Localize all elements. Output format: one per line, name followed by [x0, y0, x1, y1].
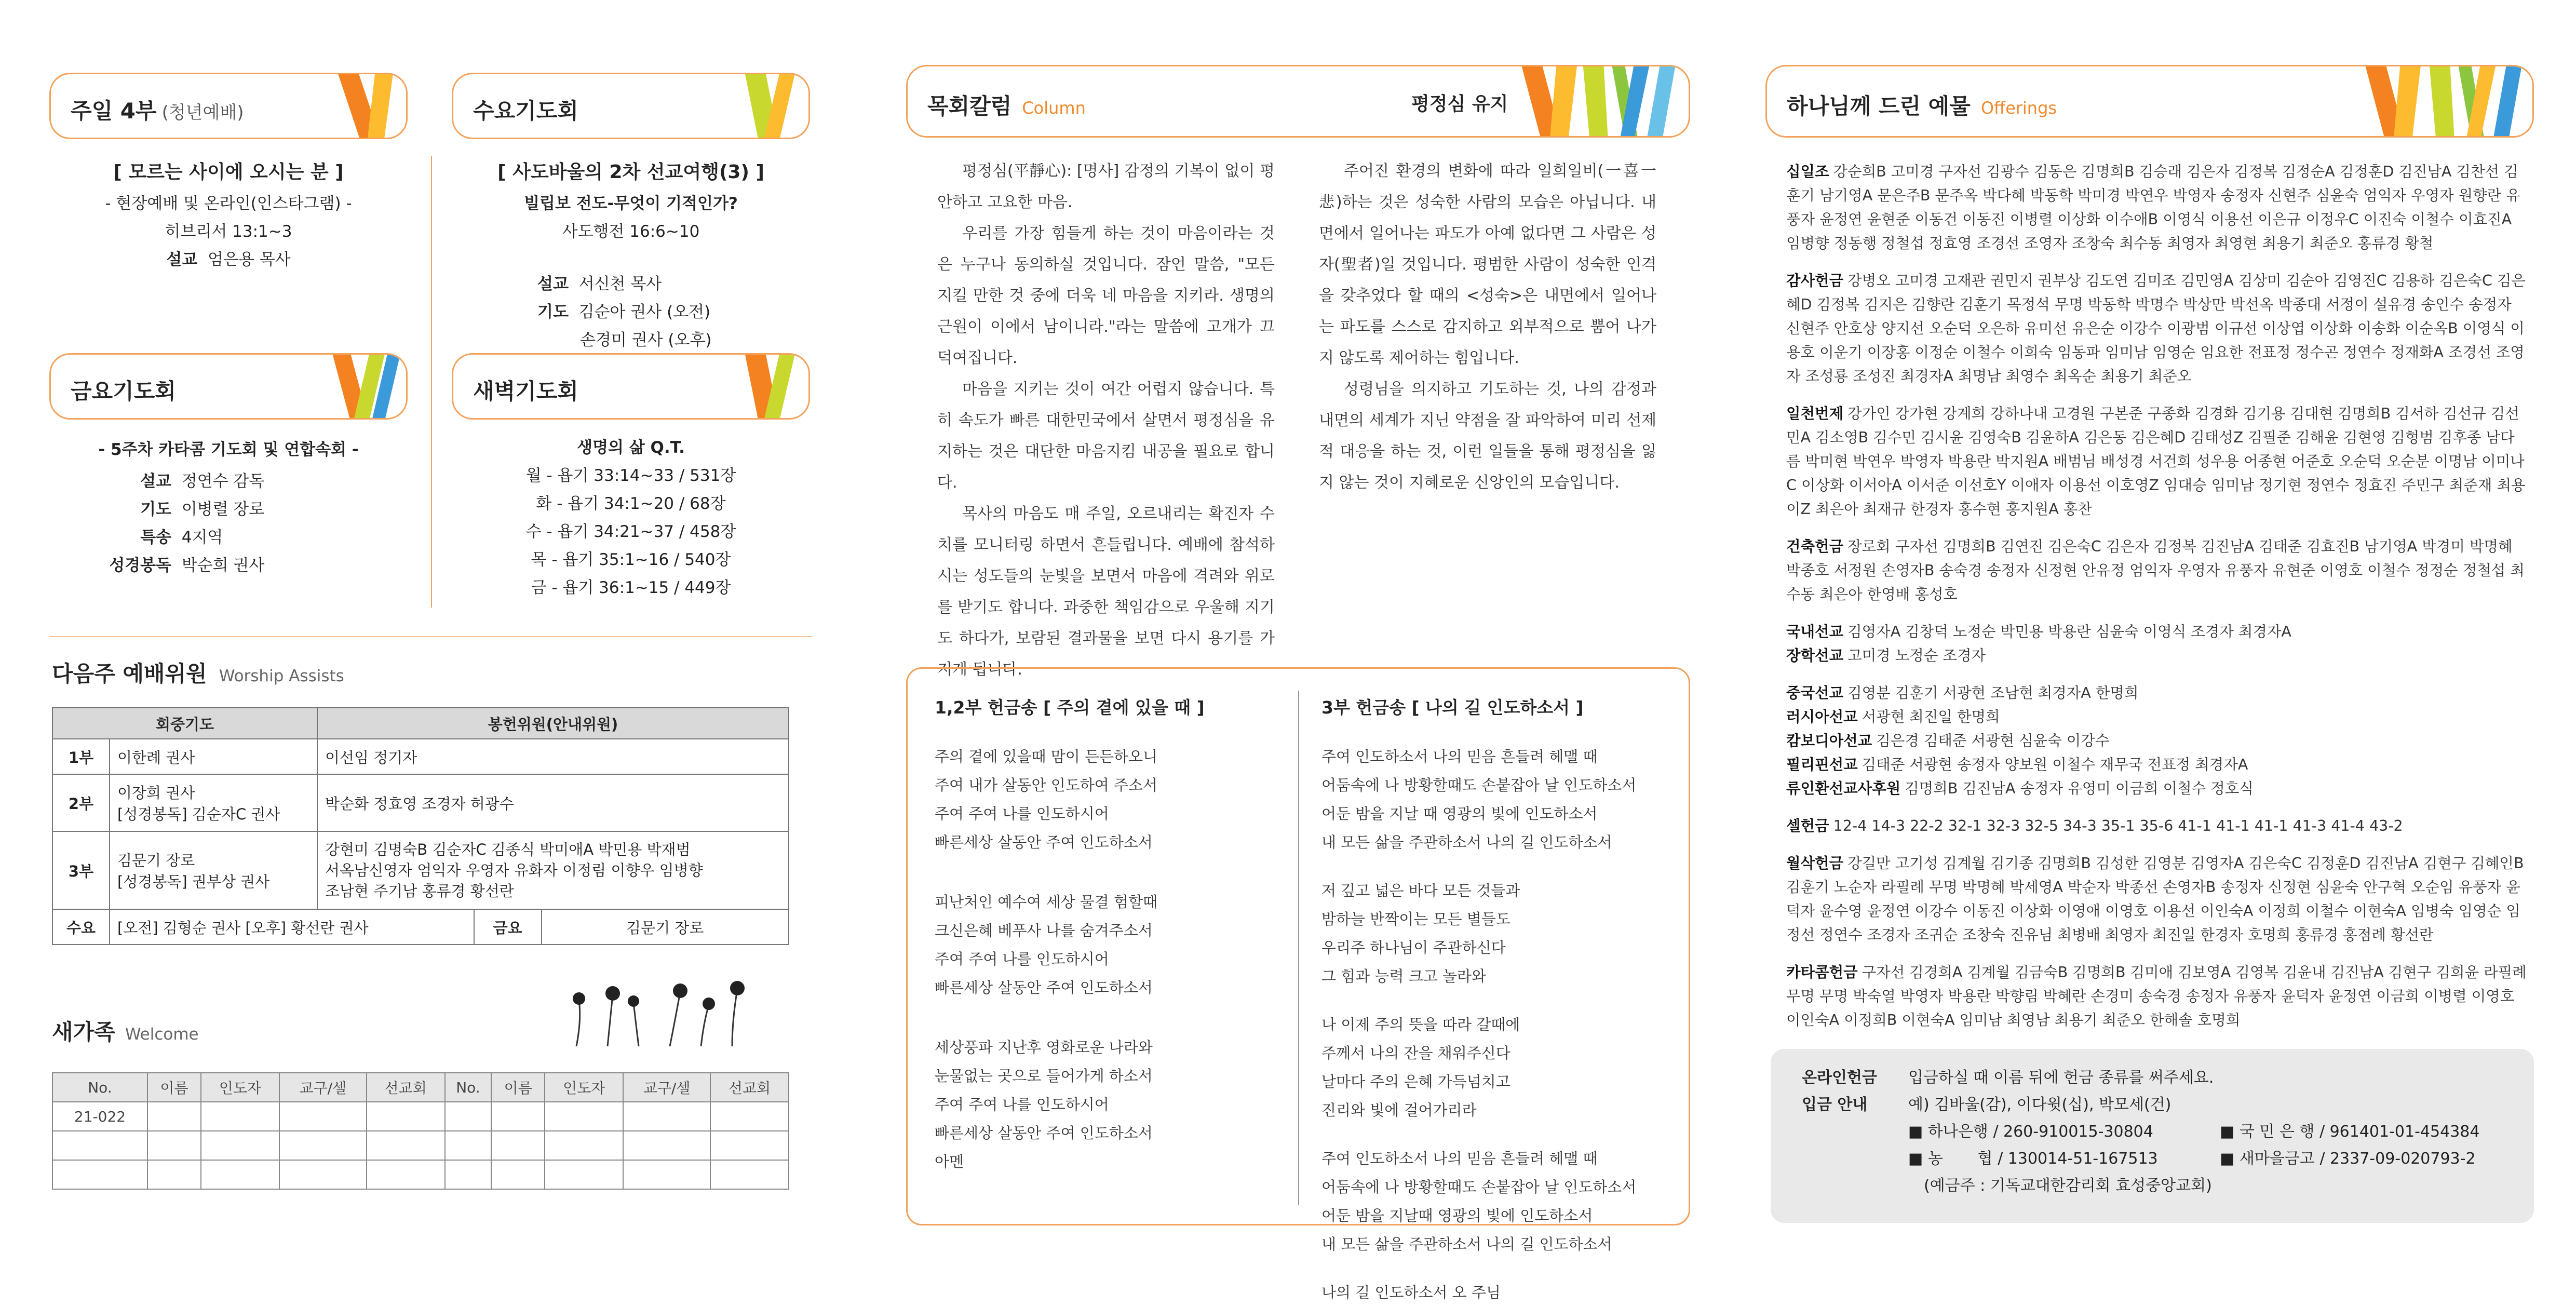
assists-row-key: 1부 — [52, 739, 110, 774]
wed-preacher: 서신천 목사 — [578, 275, 662, 293]
stripe-decoration-icon — [729, 353, 806, 420]
offering-names: 강길만 고기성 김계월 김기종 김명희B 김성한 김영분 김영자A 김은숙C 김정훈D 김진남A 김현구 김혜인B 김훈기 노순자 라필례 무명 박명혜 박세영A 박순자 박종선 손영자B 송정자 신정현 심윤숙 안구혁 오순임 유풍자 윤덕자 윤수영 윤정연 이강수 이동진 이상화 이영애 이영호 이용선 이인숙A 이정희 이철수 이현숙A 임병숙 임영순 임정선 정연수 조경자 조귀순 조창숙 진유님 최병배 최영자 최진일 한경자 호명희 홍류경 홍점례 황선란 — [1786, 855, 2524, 944]
offering-names: 장로회 구자선 김명희B 김연진 김은숙C 김은자 김정복 김진남A 김태준 김효진B 남기영A 박경미 박명혜 박종호 서정원 손영자B 송숙경 송정자 신정현 안유정 엄익자 우영자 유풍자 유현준 이영호 이철수 정정순 정철섭 최수동 최은아 한영배 홍성호 — [1786, 538, 2525, 603]
hymn2-line: 그 힘과 능력 크고 놀라와 — [1321, 967, 1487, 985]
hymn2-line: 주여 인도하소서 나의 믿음 흔들려 헤맬 때 — [1321, 1150, 1598, 1167]
assists-en: Worship Assists — [219, 667, 344, 685]
fri-row-value: 4지역 — [181, 528, 223, 547]
offering-names: 강병오 고미경 고재관 권민지 권부상 김도연 김미조 김민영A 김상미 김순아 김영진C 김용하 김은숙C 김은혜D 김정복 김지은 김향란 김훈기 목정석 무명 박동학 박명수 박상만 박선옥 박종대 서정이 설유경 송인수 송정자 신현주 안호상 양지선 오순덕 오은하 유미선 유은순 이강수 이광범 이규선 이상엽 이상화 이송화 이순옥B 이영식 이용호 이운기 이장홍 이정순 이철수 이희숙 임동파 임미남 임영순 임요한 전표정 정수곤 정연수 정재화A 조경선 조영자 조성룡 조성진 최경자A 최명남 최영수 최옥순 최용기 최준오 — [1786, 272, 2526, 385]
hymn2-line: 밤하늘 반짝이는 모든 별들도 — [1321, 910, 1510, 928]
section-divider — [49, 636, 813, 637]
bank-account: ■ 국 민 은 행 / 961401-01-454384 — [2220, 1123, 2480, 1141]
assists-cell: [성경봉독] 권부상 권사 — [117, 873, 270, 891]
column-en: Column — [1022, 98, 1086, 118]
divider-line — [1298, 691, 1299, 1205]
wed-header — [452, 73, 810, 139]
stripe-decoration-icon — [729, 73, 806, 139]
offering-type: 셀헌금 — [1786, 817, 1829, 834]
sun4-header — [49, 73, 408, 139]
dawn-header — [452, 353, 810, 420]
hymn2-line: 나의 길 인도하소서 오 주님 — [1321, 1284, 1501, 1301]
hymn2-line: 저 깊고 넓은 바다 모든 것들과 — [1321, 882, 1520, 899]
hymn1-line: 크신은혜 베푸사 나를 숨겨주소서 — [935, 922, 1153, 939]
hymn2-line: 날마다 주의 은혜 가득넘치고 — [1321, 1073, 1510, 1090]
welcome-title: 새가족 — [52, 1019, 115, 1045]
assists-cell: 조남현 주기남 홍류경 황선란 — [325, 882, 514, 900]
online-label: 온라인헌금 — [1802, 1069, 1877, 1087]
assists-cell: 김문기 장로 — [542, 909, 789, 945]
welcome-header: 선교회 — [367, 1073, 445, 1102]
hymn1-line: 주여 주여 나를 인도하시어 — [935, 1096, 1109, 1113]
fri-row-label: 성경봉독 — [109, 556, 171, 575]
offering-type: 감사헌금 — [1786, 272, 1844, 289]
offering-type: 월삭헌금 — [1786, 855, 1844, 872]
assists-cell: 이한례 권사 — [110, 739, 317, 774]
online-label2: 입금 안내 — [1802, 1096, 1868, 1114]
offering-names: 서광현 최진일 한명희 — [1862, 708, 2000, 725]
hymn2-line: 어둔 밤을 지날 때 영광의 빛에 인도하소서 — [1321, 805, 1598, 823]
hymn1-line: 주여 주여 나를 인도하시어 — [935, 950, 1109, 968]
column-paragraph: 마음을 지키는 것이 여간 어렵지 않습니다. 특히 속도가 빠른 대한민국에서 살면서 평정심을 유지하는 것은 대단한 마음지킴 내공을 필요로 합니다. — [937, 380, 1275, 492]
fri-row-value: 박순희 권사 — [181, 556, 265, 575]
offering-names: 강순희B 고미경 구자선 김광수 김동은 김명희B 김승래 김은자 김정복 김정순A 김정훈D 김진남A 김찬선 김훈기 남기영A 문은주B 문주옥 박다혜 박동학 박미경 박연우 박영자 송정자 신현주 심윤숙 엄익자 우영자 원향란 유풍자 윤정연 윤현준 이동건 이동진 이병렬 이상화 이수애B 이영식 이용선 이은규 이정우C 이진숙 이철수 이효진A 임병향 정동행 정철섭 정효영 조경선 조영자 조창숙 최수동 최영자 최영현 최용기 최준오 홍류경 황철 — [1786, 163, 2520, 252]
hymn1-line: 주의 곁에 있을때 맘이 든든하오니 — [935, 748, 1158, 765]
hymn1-line: 피난처인 예수여 세상 물결 험할때 — [935, 893, 1158, 911]
welcome-header: 선교회 — [710, 1073, 789, 1102]
assists-table — [52, 707, 789, 945]
offering-names: 고미경 노정순 조경자 — [1847, 647, 1986, 664]
dawn-row: 월 - 욥기 33:14~33 / 531장 — [525, 466, 736, 485]
assists-cell: 박순화 정효영 조경자 허광수 — [317, 774, 789, 831]
hymn1-line: 주여 주여 나를 인도하시어 — [935, 805, 1109, 823]
offering-names: 김명희B 김진남A 송정자 유영미 이금희 이철수 정호식 — [1905, 780, 2254, 797]
wed-subtitle: 빌립보 전도-무엇이 기적인가? — [524, 194, 738, 213]
sun4-note: - 현장예배 및 온라인(인스타그램) - — [105, 194, 352, 213]
column-paragraph: 주어진 환경의 변화에 따라 일희일비(一喜一悲)하는 것은 성숙한 사람의 모습은 아닙니다. 내면에서 일어나는 파도가 아예 없다면 그 사람은 성자(聖者)일 것입니다. 평범한 사람이 성숙한 인격을 갖추었다 할 때의 <성숙>은 내면에서 일어나는 파도를 스스로 감지하고 외부적으로 뿜어 나가지 않도록 제어하는 힘입니다. — [1319, 162, 1656, 367]
assists-row-key: 수요 — [52, 909, 110, 945]
hymn2-line: 어둠속에 나 방황할때도 손붙잡아 날 인도하소서 — [1321, 1178, 1637, 1196]
hymn2-title: 3부 헌금송 [ 나의 길 인도하소서 ] — [1321, 697, 1584, 718]
fri-row-label: 특송 — [140, 528, 171, 547]
account-holder: (예금주 : 기독교대한감리회 효성중앙교회) — [1924, 1177, 2212, 1195]
divider-line — [431, 156, 432, 608]
offerings-title: 하나님께 드린 예물 — [1787, 93, 1971, 119]
online-instruction: 입금하실 때 이름 뒤에 헌금 종류를 써주세요. — [1908, 1069, 2214, 1087]
hymn1-line: 주여 내가 살동안 인도하여 주소서 — [935, 776, 1158, 794]
wed-preacher-label: 설교 — [537, 275, 569, 293]
sun4-preacher-label: 설교 — [166, 250, 198, 269]
sun4-scripture: 히브리서 13:1~3 — [165, 222, 292, 241]
offering-type: 국내선교 — [1786, 623, 1844, 640]
assists-cell: 김문기 장로 — [117, 852, 195, 869]
column-paragraph: 우리를 가장 힘들게 하는 것이 마음이라는 것은 누구나 동의하실 것입니다. 잠언 말씀, "모든 지킬 만한 것 중에 더욱 네 마음을 지키라. 생명의 근원이 이에서 남이니라."라는 말씀에 고개가 끄덕여집니다. — [937, 224, 1275, 367]
wed-prayer2: 손경미 권사 (오후) — [580, 331, 712, 349]
offering-type: 필리핀선교 — [1786, 756, 1858, 773]
sun4-title: 주일 4부 — [71, 98, 157, 124]
welcome-en: Welcome — [125, 1025, 199, 1044]
welcome-header: 이름 — [491, 1073, 545, 1102]
offering-type: 일천번제 — [1786, 405, 1844, 422]
dawn-title: 새벽기도회 — [473, 379, 578, 404]
column-paragraph: 목사의 마음도 매 주일, 오르내리는 확진자 수치를 모니터링 하면서 흔들립니다. 예배에 참석하시는 성도들의 눈빛을 보면서 마음에 격려와 위로를 받기도 합니다. 과중한 책임감으로 우울해 지기도 하다가, 보람된 결과물을 보면 다시 용기를 가지게 됩니다. — [937, 505, 1275, 679]
hymn1-line: 빠른세상 살동안 주여 인도하소서 — [935, 1124, 1153, 1142]
welcome-header: 교구/셀 — [623, 1073, 710, 1102]
fri-row-value: 이병렬 장로 — [181, 500, 265, 519]
sun4-subtitle: (청년예배) — [161, 102, 244, 123]
offering-type: 류인환선교사후원 — [1786, 780, 1901, 797]
bank-account: ■ 농 협 / 130014-51-167513 — [1908, 1150, 2158, 1168]
dawn-qt: 생명의 삶 Q.T. — [577, 438, 685, 457]
welcome-table — [52, 1072, 789, 1190]
assists-title: 다음주 예배위원 — [52, 661, 207, 686]
assists-header: 회중기도 — [52, 708, 317, 739]
offering-names: 강가인 강가현 강계희 강하나내 고경원 구본준 구종화 김경화 김기용 김대현 김명희B 김서하 김선규 김선민A 김소영B 김수민 김시윤 김영숙B 김윤하A 김은동 김은혜D 김태성Z 김필준 김해윤 김현영 김형범 김후종 남다름 박미현 박연우 박영자 박용란 박지원A 배범님 배성경 서건희 성우용 어종현 어준호 오순덕 오순분 이명남 이미나C 이상화 이서아A 이서준 이선호Y 이애자 이용선 이호영Z 임대승 임미남 정기현 정연수 정효진 주민구 최준재 최용이Z 최은아 최재규 한경자 홍수현 홍지원A 홍찬 — [1786, 405, 2526, 518]
welcome-cell: 21-022 — [52, 1102, 147, 1131]
hymn1-line: 빠른세상 살동안 주여 인도하소서 — [935, 979, 1153, 996]
fri-row-value: 정연수 감독 — [181, 472, 265, 491]
fri-row-label: 기도 — [140, 500, 171, 519]
hymn1-line: 빠른세상 살동안 주여 인도하소서 — [935, 833, 1153, 851]
wed-sermon: [ 사도바울의 2차 선교여행(3) ] — [497, 161, 764, 183]
assists-cell: 서옥남신영자 엄익자 우영자 유화자 이정림 이향우 임병향 — [325, 861, 703, 879]
offering-type: 중국선교 — [1786, 684, 1844, 702]
fri-row-label: 설교 — [140, 472, 171, 491]
offering-type: 러시아선교 — [1786, 708, 1858, 725]
offering-names: 김영자A 김창덕 노정순 박민용 박용란 심윤숙 이영식 조경자 최경자A — [1847, 623, 2291, 640]
column-paragraph: 성령님을 의지하고 기도하는 것, 나의 감정과 내면의 세계가 지닌 약점을 잘 파악하여 미리 선제적 대응을 하는 것, 이런 일들을 통해 평정심을 잃지 않는 것이 지혜로운 신앙인의 모습입니다. — [1319, 380, 1656, 492]
hymn2-line: 주여 인도하소서 나의 믿음 흔들려 헤맬 때 — [1321, 748, 1598, 765]
flowers-illustration-icon — [561, 979, 748, 1052]
assists-row-key: 3부 — [52, 831, 110, 909]
stripe-decoration-icon — [2359, 65, 2534, 138]
offering-names: 김은경 김태준 서광현 심윤숙 이강수 — [1876, 732, 2110, 749]
offering-type: 건축헌금 — [1786, 538, 1844, 555]
welcome-header: No. — [445, 1073, 492, 1102]
column-paragraph: 평정심(平靜心): [명사] 감정의 기복이 없이 평안하고 고요한 마음. — [937, 162, 1275, 211]
column-heading: 평정심 유지 — [1411, 93, 1508, 115]
dawn-row: 금 - 욥기 36:1~15 / 449장 — [531, 578, 731, 597]
fri-header — [49, 353, 408, 420]
dawn-row: 목 - 욥기 35:1~16 / 540장 — [531, 550, 731, 569]
hymn2-line: 나 이제 주의 뜻을 따라 갈때에 — [1321, 1016, 1520, 1033]
stripe-decoration-icon — [321, 353, 404, 420]
fri-title: 금요기도회 — [71, 379, 176, 404]
welcome-header: No. — [52, 1073, 147, 1102]
welcome-header: 교구/셀 — [279, 1073, 367, 1102]
bank-account: ■ 새마을금고 / 2337-09-020793-2 — [2220, 1150, 2476, 1168]
offering-names: 구자선 김경희A 김계월 김금숙B 김명희B 김미애 김보영A 김영복 김윤내 김진남A 김현구 김희윤 라필례 무명 무명 박숙열 박영자 박용란 박향림 박혜란 손경미 송숙경 송정자 유풍자 윤덕자 윤정연 이금희 이병렬 이영호 이인숙A 이정희B 이현숙A 임미남 최영남 최용기 최준오 한해솔 호명희 — [1786, 964, 2527, 1029]
stripe-decoration-icon — [326, 73, 404, 139]
welcome-header: 인도자 — [545, 1073, 623, 1102]
hymn1-line: 세상풍파 지난후 영화로운 나라와 — [935, 1039, 1153, 1056]
offering-type: 장학선교 — [1786, 647, 1844, 664]
hymn1-title: 1,2부 헌금송 [ 주의 곁에 있을 때 ] — [935, 697, 1205, 718]
wed-scripture: 사도행전 16:6~10 — [562, 222, 700, 241]
assists-cell: 강현미 김명숙B 김순자C 김종식 박미애A 박민용 박재범 — [325, 841, 691, 858]
offering-type: 캄보디아선교 — [1786, 732, 1872, 749]
dawn-row: 화 - 욥기 34:1~20 / 68장 — [536, 494, 726, 513]
stripe-decoration-icon — [1520, 65, 1690, 138]
assists-cell: 이선임 정기자 — [317, 739, 789, 774]
hymn2-line: 주께서 나의 잔을 채워주신다 — [1321, 1044, 1510, 1062]
welcome-header: 인도자 — [201, 1073, 279, 1102]
offering-type: 카타콤헌금 — [1786, 964, 1858, 981]
assists-cell: [성경봉독] 김순자C 권사 — [117, 805, 280, 823]
hymn1-line: 눈물없는 곳으로 들어가게 하소서 — [935, 1067, 1153, 1085]
online-example: 예) 김바울(감), 이다윗(십), 박모세(건) — [1908, 1096, 2172, 1114]
hymn2-line: 어둠속에 나 방황할때도 손붙잡아 날 인도하소서 — [1321, 776, 1637, 794]
hymn2-line: 내 모든 삶을 주관하소서 나의 길 인도하소서 — [1321, 833, 1612, 851]
bank-account: ■ 하나은행 / 260-910015-30804 — [1908, 1123, 2153, 1141]
dawn-row: 수 - 욥기 34:21~37 / 458장 — [525, 522, 736, 541]
wed-title: 수요기도회 — [473, 98, 578, 124]
offerings-header — [1765, 65, 2534, 138]
offering-names: 김태준 서광현 송정자 양보원 이철수 재무국 전표정 최경자A — [1862, 756, 2248, 773]
assists-cell: [오전] 김형순 권사 [오후] 황선란 권사 — [110, 909, 474, 945]
assists-row-key: 금요 — [474, 909, 542, 945]
sun4-preacher: 엄은용 목사 — [208, 250, 291, 269]
hymn2-line: 내 모든 삶을 주관하소서 나의 길 인도하소서 — [1321, 1235, 1612, 1253]
hymn2-line: 우리주 하나님이 주관하신다 — [1321, 939, 1506, 956]
hymn2-line: 진리와 빛에 걸어가리라 — [1321, 1101, 1477, 1119]
assists-header: 봉헌위원(안내위원) — [317, 708, 789, 739]
assists-cell: 이장희 권사 — [117, 784, 195, 802]
column-title: 목회칼럼 — [927, 93, 1012, 119]
wed-prayer-label: 기도 — [537, 303, 569, 321]
offering-type: 십일조 — [1786, 163, 1829, 180]
hymn2-line: 어둔 밤을 지날때 영광의 빛에 인도하소서 — [1321, 1207, 1593, 1224]
offerings-en: Offerings — [1980, 98, 2057, 118]
column-header — [906, 65, 1690, 138]
offering-names: 김영분 김훈기 서광현 조남현 최경자A 한명희 — [1847, 684, 2139, 702]
hymn1-line: 아멘 — [935, 1153, 964, 1170]
offering-names: 12-4 14-3 22-2 32-1 32-3 32-5 34-3 35-1 35-6 41-1 41-1 41-1 41-3 41-4 43-2 — [1833, 817, 2403, 834]
welcome-header: 이름 — [147, 1073, 201, 1102]
wed-prayer1: 김순아 권사 (오전) — [578, 303, 711, 321]
fri-note: - 5주차 카타콤 기도회 및 연합속회 - — [98, 440, 359, 459]
assists-row-key: 2부 — [52, 774, 110, 831]
sun4-sermon: [ 모르는 사이에 오시는 분 ] — [113, 161, 344, 183]
